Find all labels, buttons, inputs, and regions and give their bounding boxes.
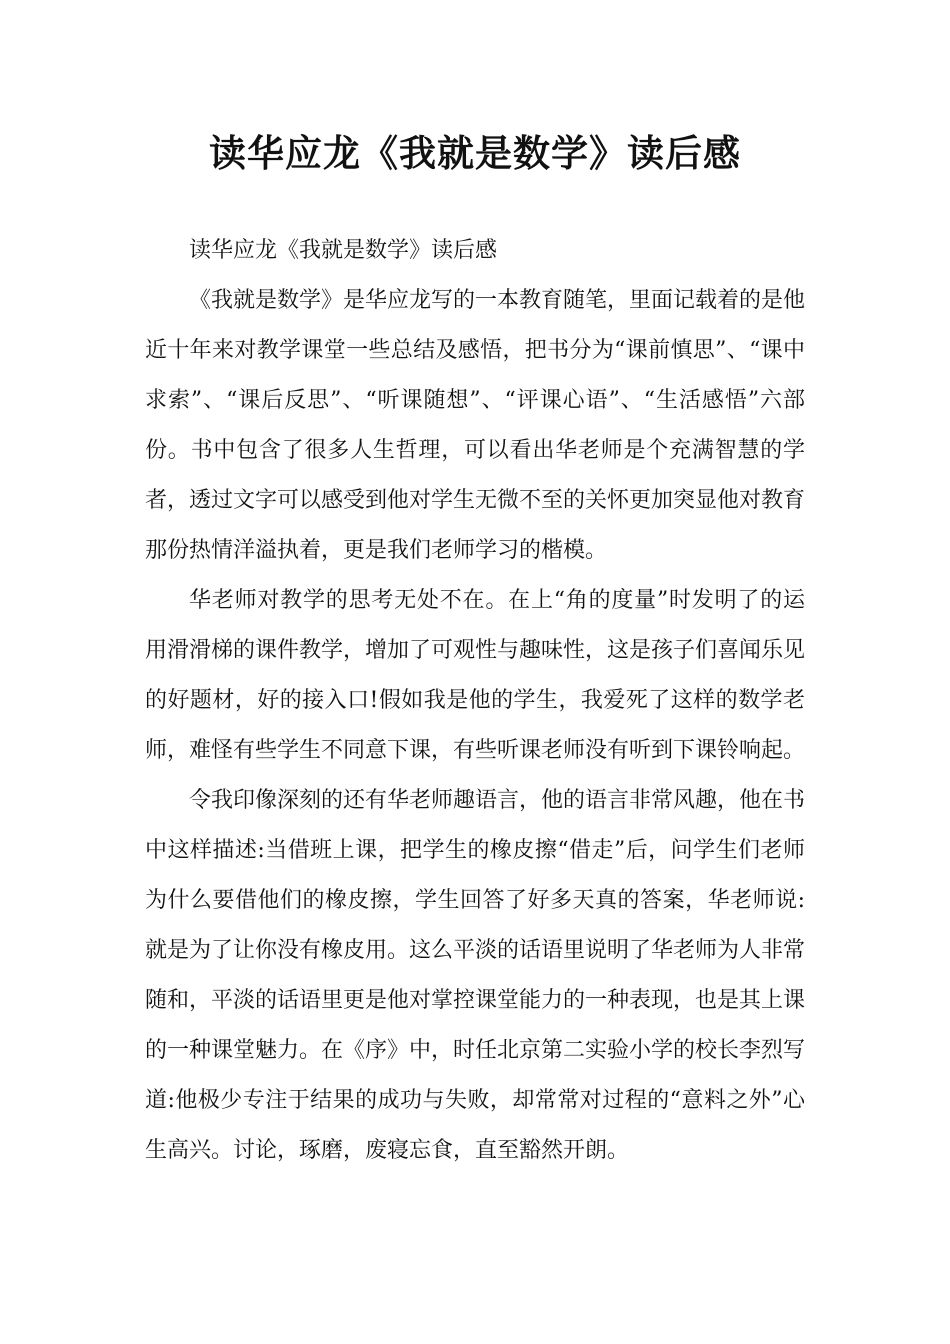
paragraph: 华老师对教学的思考无处不在。在上“角的度量”时发明了的运用滑滑梯的课件教学，增加了可观性与趣味性，这是孩子们喜闻乐见的好题材，好的接入口!假如我是他的学生，我爱死了这样的数学老师，难怪有些学生不同意下课，有些听课老师没有听到下课铃响起。 (145, 588, 806, 763)
document-title: 读华应龙《我就是数学》读后感 (209, 132, 741, 175)
document-body (145, 226, 805, 1176)
paragraph-subtitle: 读华应龙《我就是数学》读后感 (189, 238, 498, 263)
paragraph: 令我印像深刻的还有华老师趣语言，他的语言非常风趣，他在书中这样描述:当借班上课，把学生的橡皮擦“借走”后，问学生们老师为什么要借他们的橡皮擦，学生回答了好多天真的答案，华老师说:就是为了让你没有橡皮用。这么平淡的话语里说明了华老师为人非常随和，平淡的话语里更是他对掌控课堂能力的一种表现，也是其上课的一种课堂魅力。在《序》中，时任北京第二实验小学的校长李烈写道:他极少专注于结果的成功与失败，却常常对过程的“意料之外”心生高兴。讨论，琢磨，废寝忘食，直至豁然开朗。 (145, 788, 806, 1163)
paragraph: 《我就是数学》是华应龙写的一本教育随笔，里面记载着的是他近十年来对教学课堂一些总结及感悟，把书分为“课前慎思”、“课中求索”、“课后反思”、“听课随想”、“评课心语”、“生活感悟”六部份。书中包含了很多人生哲理，可以看出华老师是个充满智慧的学者，透过文字可以感受到他对学生无微不至的关怀更加突显他对教育那份热情洋溢执着，更是我们老师学习的楷模。 (145, 288, 806, 563)
